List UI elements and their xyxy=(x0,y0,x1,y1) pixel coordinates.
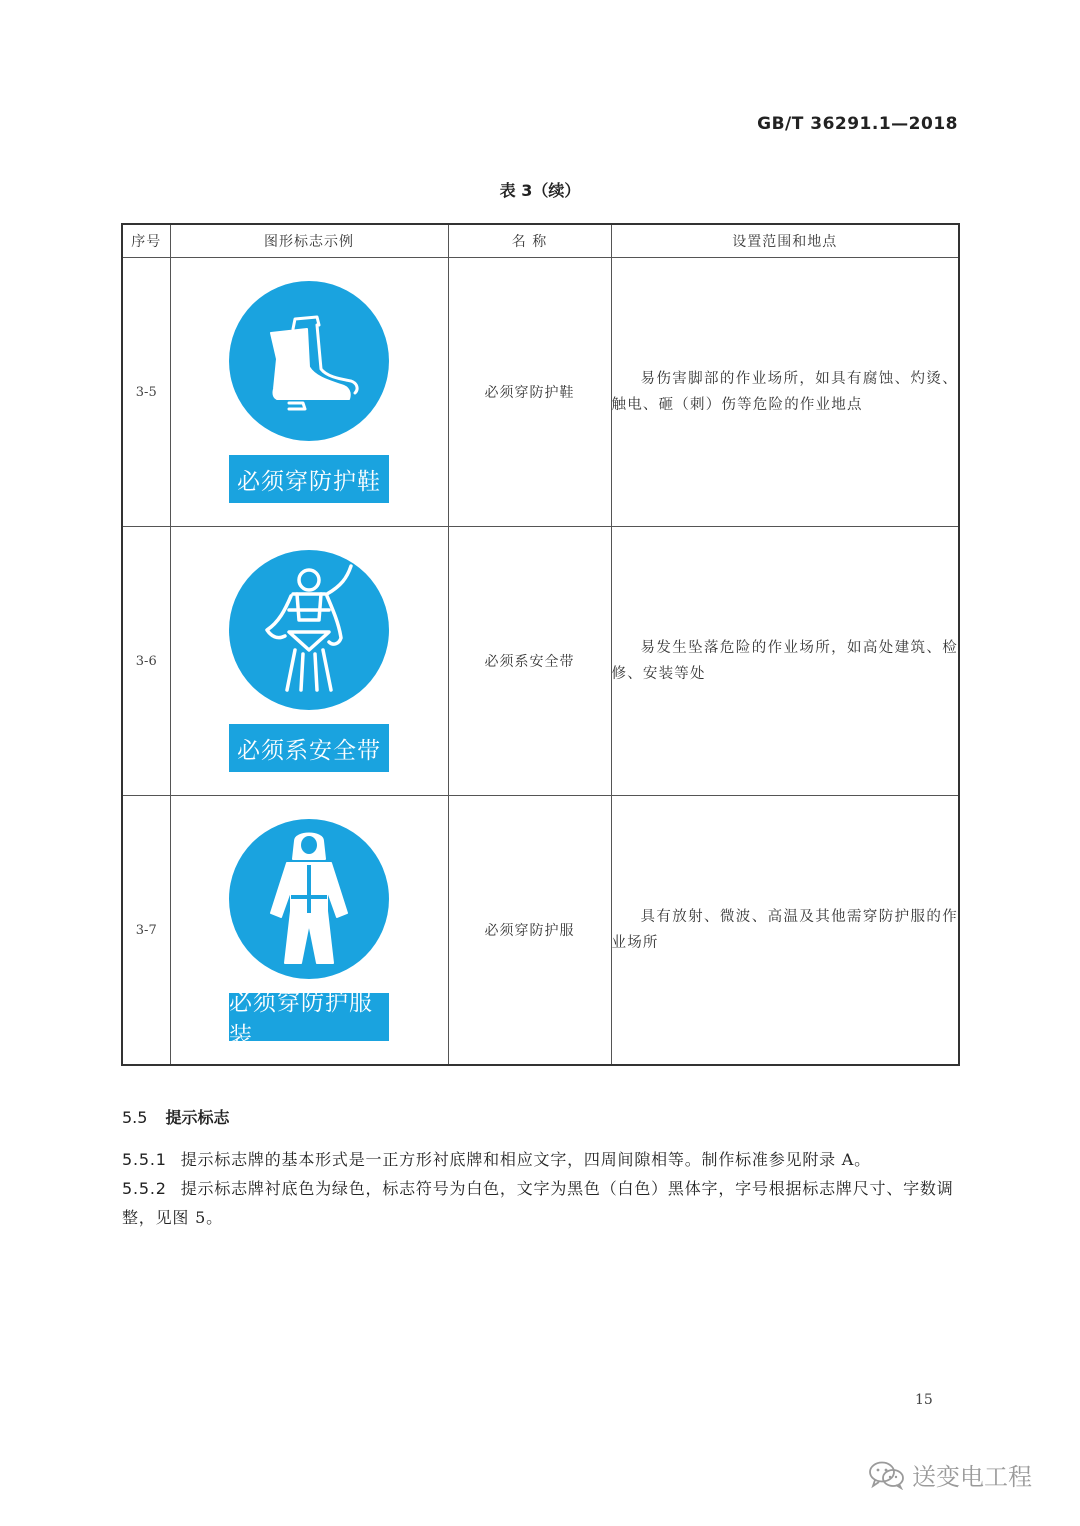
sign-table xyxy=(121,223,960,1066)
sign-label: 必须系安全带 xyxy=(229,724,389,772)
row-number: 3-7 xyxy=(122,796,170,1066)
table-title: 表 3（续） xyxy=(499,181,581,200)
paragraph-number: 5.5.2 xyxy=(122,1179,167,1198)
sign-example xyxy=(171,550,448,772)
standard-id: GB/T 36291.1—2018 xyxy=(757,114,958,134)
column-header-name: 名 称 xyxy=(448,224,611,258)
paragraph-text: 提示标志牌衬底色为绿色，标志符号为白色，文字为黑色（白色）黑体字，字号根据标志牌尺寸、字数调整，见图 5。 xyxy=(122,1179,954,1227)
sign-scope: 易伤害脚部的作业场所，如具有腐蚀、灼烫、触电、砸（刺）伤等危险的作业地点 xyxy=(611,258,959,527)
watermark-text: 送变电工程 xyxy=(912,1463,1032,1491)
sign-name: 必须系安全带 xyxy=(448,527,611,796)
paragraph-number: 5.5.1 xyxy=(122,1150,167,1169)
table-row xyxy=(122,527,959,796)
sign-example-cell xyxy=(170,796,448,1066)
sign-scope: 易发生坠落危险的作业场所，如高处建筑、检修、安装等处 xyxy=(611,527,959,796)
sign-example-cell xyxy=(170,258,448,527)
column-header-no: 序号 xyxy=(122,224,170,258)
wechat-icon xyxy=(868,1460,906,1490)
protective-suit-icon xyxy=(229,819,389,979)
section-heading xyxy=(122,1105,967,1128)
table-header-row xyxy=(122,224,959,258)
sign-label: 必须穿防护服装 xyxy=(229,993,389,1041)
column-header-example: 图形标志示例 xyxy=(170,224,448,258)
paragraph xyxy=(122,1145,967,1174)
sign-scope: 具有放射、微波、高温及其他需穿防护服的作业场所 xyxy=(611,796,959,1066)
section-title: 提示标志 xyxy=(165,1108,230,1127)
watermark xyxy=(868,1457,1032,1492)
safety-harness-icon xyxy=(229,550,389,710)
sign-label: 必须穿防护鞋 xyxy=(229,455,389,503)
sign-name: 必须穿防护鞋 xyxy=(448,258,611,527)
sign-name: 必须穿防护服 xyxy=(448,796,611,1066)
table-row xyxy=(122,258,959,527)
boot-icon xyxy=(229,281,389,441)
table-row xyxy=(122,796,959,1066)
section-number: 5.5 xyxy=(122,1108,148,1127)
paragraph xyxy=(122,1174,967,1232)
sign-example xyxy=(171,281,448,503)
column-header-scope: 设置范围和地点 xyxy=(611,224,959,258)
page-number: 15 xyxy=(915,1392,933,1408)
paragraph-text: 提示标志牌的基本形式是一正方形衬底牌和相应文字，四周间隙相等。制作标准参见附录 A。 xyxy=(180,1150,871,1169)
row-number: 3-5 xyxy=(122,258,170,527)
sign-example-cell xyxy=(170,527,448,796)
sign-example xyxy=(171,819,448,1049)
row-number: 3-6 xyxy=(122,527,170,796)
